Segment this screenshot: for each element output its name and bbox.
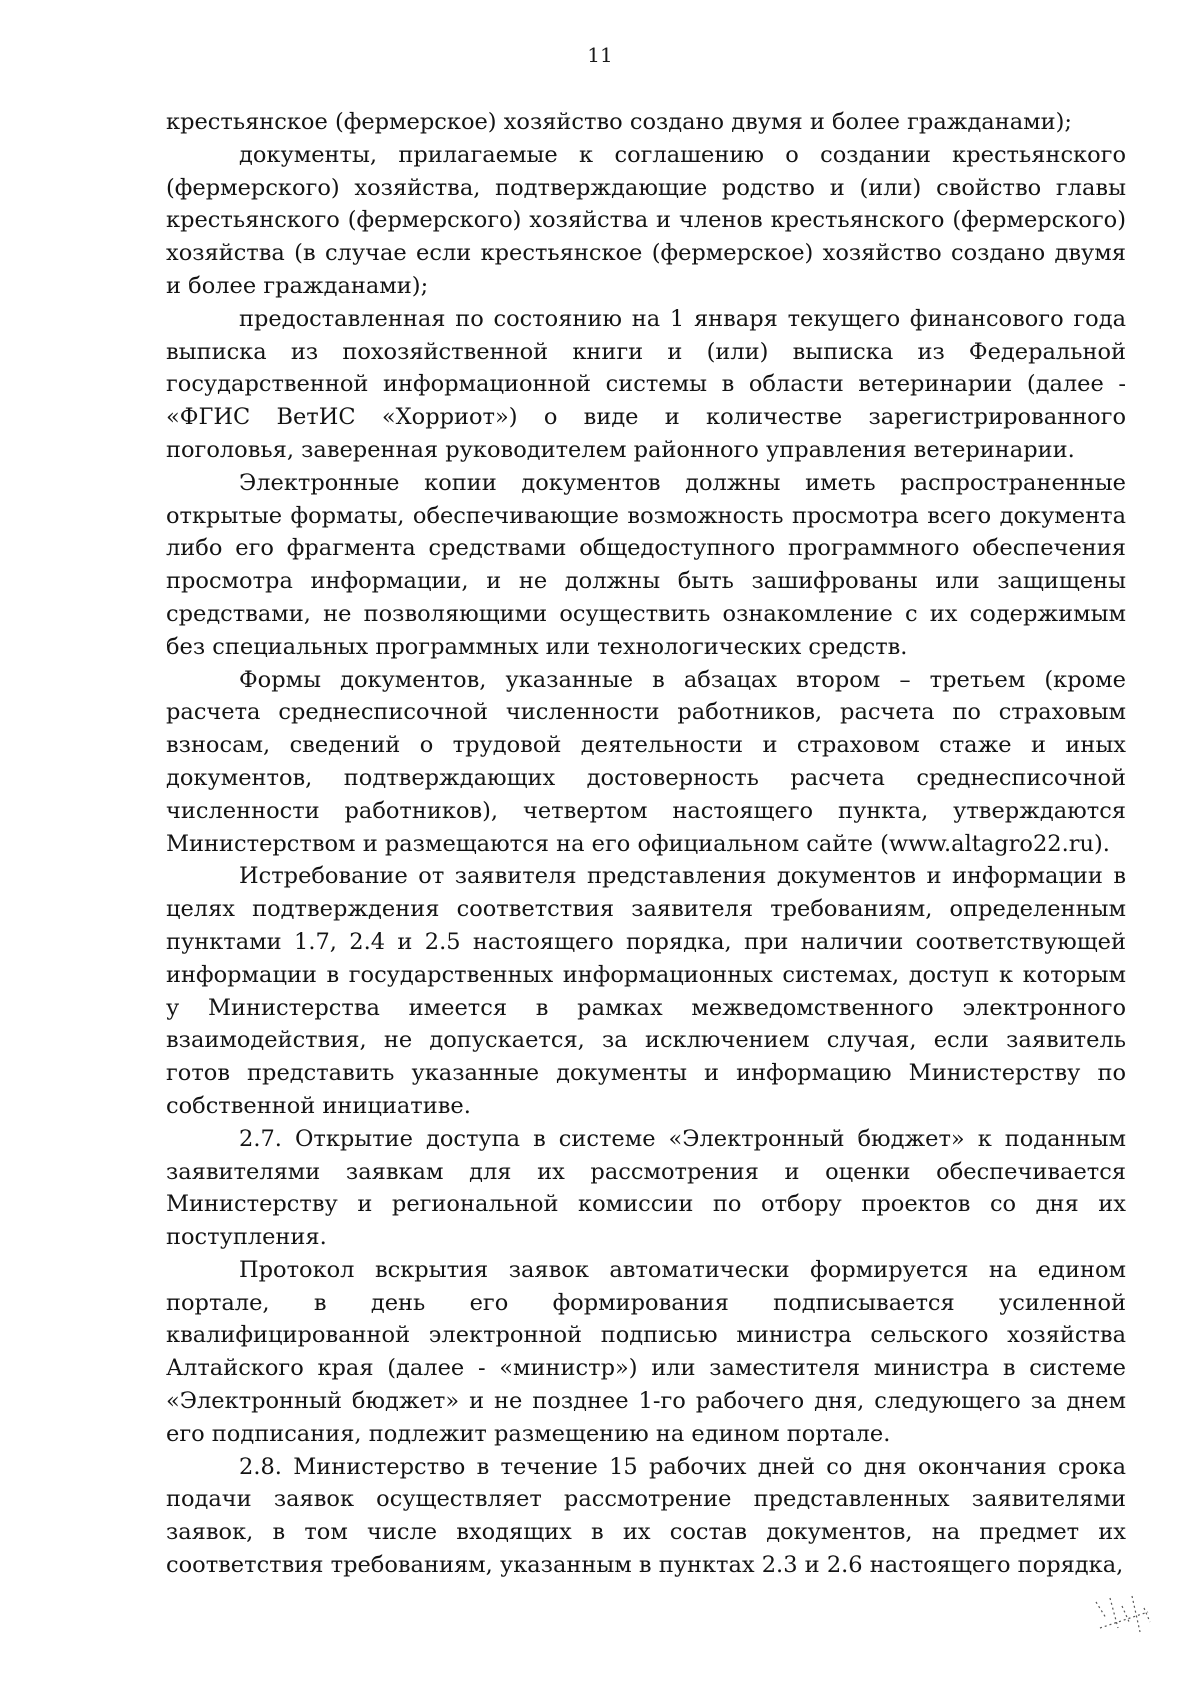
paragraph-1: крестьянское (фермерское) хозяйство создано двумя и более гражданами); — [166, 109, 1072, 135]
document-body — [166, 106, 1126, 1582]
paragraph-8: Протокол вскрытия заявок автоматически формируется на едином портале, в день его формирования подписывается усиленной квалифицированной электронной подписью министра сельского хозяйства Алтайского края (далее - «министр») или заместителя министра в системе «Электронный бюджет» и не позднее 1-го рабочего дня, следующего за днем его подписания, подлежит размещению на едином портале. — [166, 1256, 1126, 1447]
paragraph-5: Формы документов, указанные в абзацах втором – третьем (кроме расчета среднесписочной численности работников, расчета по страховым взносам, сведений о трудовой деятельности и страховом стаже и иных документов, подтверждающих достоверность расчета среднесписочной численности работников), четвертом настоящего пункта, утверждаются Министерством и размещаются на его официальном сайте (www.altagro22.ru). — [166, 666, 1126, 857]
paragraph-6: Истребование от заявителя представления документов и информации в целях подтверждения соответствия заявителя требованиям, определенным пунктами 1.7, 2.4 и 2.5 настоящего порядка, при наличии соответствующей информации в государственных информационных системах, доступ к которым у Министерства имеется в рамках межведомственного электронного взаимодействия, не допускается, за исключением случая, если заявитель готов представить указанные документы и информацию Министерству по собственной инициативе. — [166, 863, 1126, 1119]
paragraph-3: предоставленная по состоянию на 1 января текущего финансового года выписка из похозяйственной книги и (или) выписка из Федеральной государственной информационной системы в области ветеринарии (далее - «ФГИС ВетИС «Хорриот») о виде и количестве зарегистрированного поголовья, заверенная руководителем районного управления ветеринарии. — [166, 305, 1126, 463]
margin-scribble-mark — [1088, 1588, 1168, 1648]
page-number: 11 — [587, 43, 613, 67]
paragraph-4: Электронные копии документов должны иметь распространенные открытые форматы, обеспечивающие возможность просмотра всего документа либо его фрагмента средствами общедоступного программного обеспечения просмотра информации, и не должны быть зашифрованы или защищены средствами, не позволяющими осуществить ознакомление с их содержимым без специальных программных или технологических средств. — [166, 469, 1126, 660]
paragraph-7: 2.7. Открытие доступа в системе «Электронный бюджет» к поданным заявителями заявкам для их рассмотрения и оценки обеспечивается Министерству и региональной комиссии по отбору проектов со дня их поступления. — [166, 1125, 1126, 1251]
paragraph-2: документы, прилагаемые к соглашению о создании крестьянского (фермерского) хозяйства, подтверждающие родство и (или) свойство главы крестьянского (фермерского) хозяйства и членов крестьянского (фермерского) хозяйства (в случае если крестьянское (фермерское) хозяйство создано двумя и более гражданами); — [166, 141, 1126, 299]
paragraph-9: 2.8. Министерство в течение 15 рабочих дней со дня окончания срока подачи заявок осуществляет рассмотрение представленных заявителями заявок, в том числе входящих в их состав документов, на предмет их соответствия требованиям, указанным в пунктах 2.3 и 2.6 настоящего порядка, — [166, 1453, 1126, 1579]
